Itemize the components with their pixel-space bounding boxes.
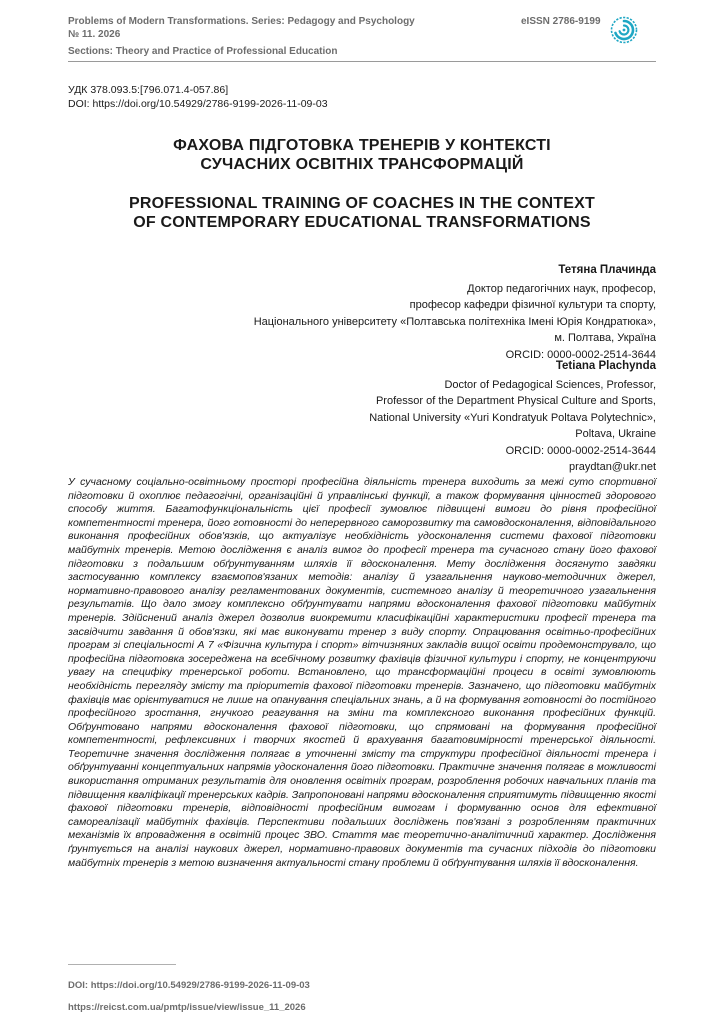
author-location: Poltava, Ukraine [575,428,656,440]
journal-info [68,16,415,59]
journal-logo-spiral-icon [610,16,638,44]
author-block-ukrainian [254,262,656,363]
journal-title: Problems of Modern Transformations. Series: Pedagogy and Psychology [68,16,415,27]
author-orcid: ORCID: 0000-0002-2514-3644 [505,444,656,457]
issue-number: № 11. 2026 [68,28,121,40]
footer-doi-link[interactable]: DOI: https://doi.org/10.54929/2786-9199-2026-11-09-03 [68,980,310,991]
title-line: ФАХОВА ПІДГОТОВКА ТРЕНЕРІВ У КОНТЕКСТІ [173,137,551,154]
page-footer [68,975,310,1019]
footer-divider [68,964,176,965]
sections-label: Sections: Theory and Practice of Professional Education [68,46,338,57]
author-location: м. Полтава, Україна [554,332,656,344]
header-divider [68,61,656,62]
author-affiliation: Національного університету «Полтавська політехніка Імені Юрія Кондратюка», [253,315,656,328]
doi-line: DOI: https://doi.org/10.54929/2786-9199-2026-11-09-03 [68,98,328,110]
author-email: praydtan@ukr.net [569,461,656,473]
author-orcid: ORCID: 0000-0002-2514-3644 [505,348,656,361]
article-identifiers [68,83,328,111]
abstract-text: У сучасному соціально-освітньому просторі професійна діяльність тренера виходить за межі суто спортивної підготовки й охоплює педагогічні, організаційні й управлінські функції, а також формування цінностей здорового способу життя. Багатофункціональність цієї професії зумовлює підвищені вимоги до рівня професійної компетентності тренера, його готовності до неперервного саморозвитку та самовдосконалення, відповідального виконання професійних обов'язків, що актуалізує необхідність удосконалення системи фахової підготовки майбутніх тренерів. Метою дослідження є аналіз вимог до професії тренера та сучасного стану його фахової підготовки з подальшим обґрунтуванням шляхів її вдосконалення. Мету дослідження досягнуто завдяки застосуванню комплексу взаємопов'язаних методів: аналізу й узагальнення науково-методичних джерел, нормативно-правового аналізу регламентованих документів, системного аналізу й теоретичного узагальнення результатів. Що дало змогу комплексно обґрунтувати напрями вдосконалення фахової підготовки майбутніх тренерів. Здійснений аналіз джерел дозволив виокремити класифікаційні характеристики професії тренера та засвідчити завдання й обов'язки, які має виконувати тренер з виду спорту. Опрацювання освітньо-професійних програм зі спеціальності А 7 «Фізична культура і спорт» вітчизняних закладів вищої освіти продемонструвало, що професійна підготовка зосереджена на всебічному розвитку фахівців фізичної культури і спорту, не концентруючи увагу на специфіку тренерської роботи. Встановлено, що трансформаційні процеси в освіті зумовлюють необхідність перегляду змісту та пріоритетів фахової підготовки тренерів. Зазначено, що підготовки майбутніх фахівців має орієнтуватися не лише на опанування спеціальних знань, а й на формування готовності до постійного професійного зростання, гнучкого реагування на зміни та комплексного виконання професійних функцій. Обґрунтовано напрями вдосконалення фахової підготовки, що спрямовані на формування професійної компетентності, рефлексивних і творчих якостей й врахування багатовимірності тренерської діяльності. Теоретичне значення дослідження полягає в уточненні змісту та структури професійної діяльності тренера і обґрунтуванні концептуальних напрямів удосконалення його підготовки. Практичне значення полягає в можливості використання отриманих результатів для оновлення освітніх програм, розроблення робочих навчальних планів та підвищення кваліфікації тренерських кадрів. Запропоновані напрями вдосконалення сприятимуть підвищенню якості фахової підготовки тренерів, відповідності професійним вимогам і формуванню основ для ефективної самореалізації майбутніх фахівців. Перспективи подальших досліджень пов'язані з розробленням практичних механізмів їх впровадження в освітній процес ЗВО. Стаття має теоретично-аналітичний характер. Дослідження ґрунтується на аналізі наукових джерел, нормативно-правових документів та сучасних підходів до підготовки майбутніх тренерів з метою визначення актуальності стану проблеми й обґрунтування шляхів її вдосконалення. [68,476,656,869]
title-ukrainian [68,136,656,174]
author-affiliation: National University «Yuri Kondratyuk Poltava Polytechnic», [369,411,656,424]
udc-code: УДК 378.093.5:[796.071.4-057.86] [68,84,229,96]
eissn-label: eISSN 2786-9199 [521,16,601,27]
author-degree: Доктор педагогічних наук, професор, [467,282,656,295]
author-name: Тетяна Плачинда [558,264,656,276]
author-position: професор кафедри фізичної культури та спорту, [409,299,656,311]
author-block-english [369,358,656,476]
title-line: OF CONTEMPORARY EDUCATIONAL TRANSFORMATIONS [133,214,591,231]
title-line: СУЧАСНИХ ОСВІТНІХ ТРАНСФОРМАЦІЙ [200,156,524,173]
footer-issue-link[interactable]: https://reicst.com.ua/pmtp/issue/view/issue_11_2026 [68,1002,306,1013]
author-degree: Doctor of Pedagogical Sciences, Professor, [444,378,656,391]
author-name: Tetiana Plachynda [555,360,656,372]
author-position: Professor of the Department Physical Culture and Sports, [375,395,656,407]
title-line: PROFESSIONAL TRAINING OF COACHES IN THE CONTEXT [128,195,596,212]
title-english [68,194,656,232]
